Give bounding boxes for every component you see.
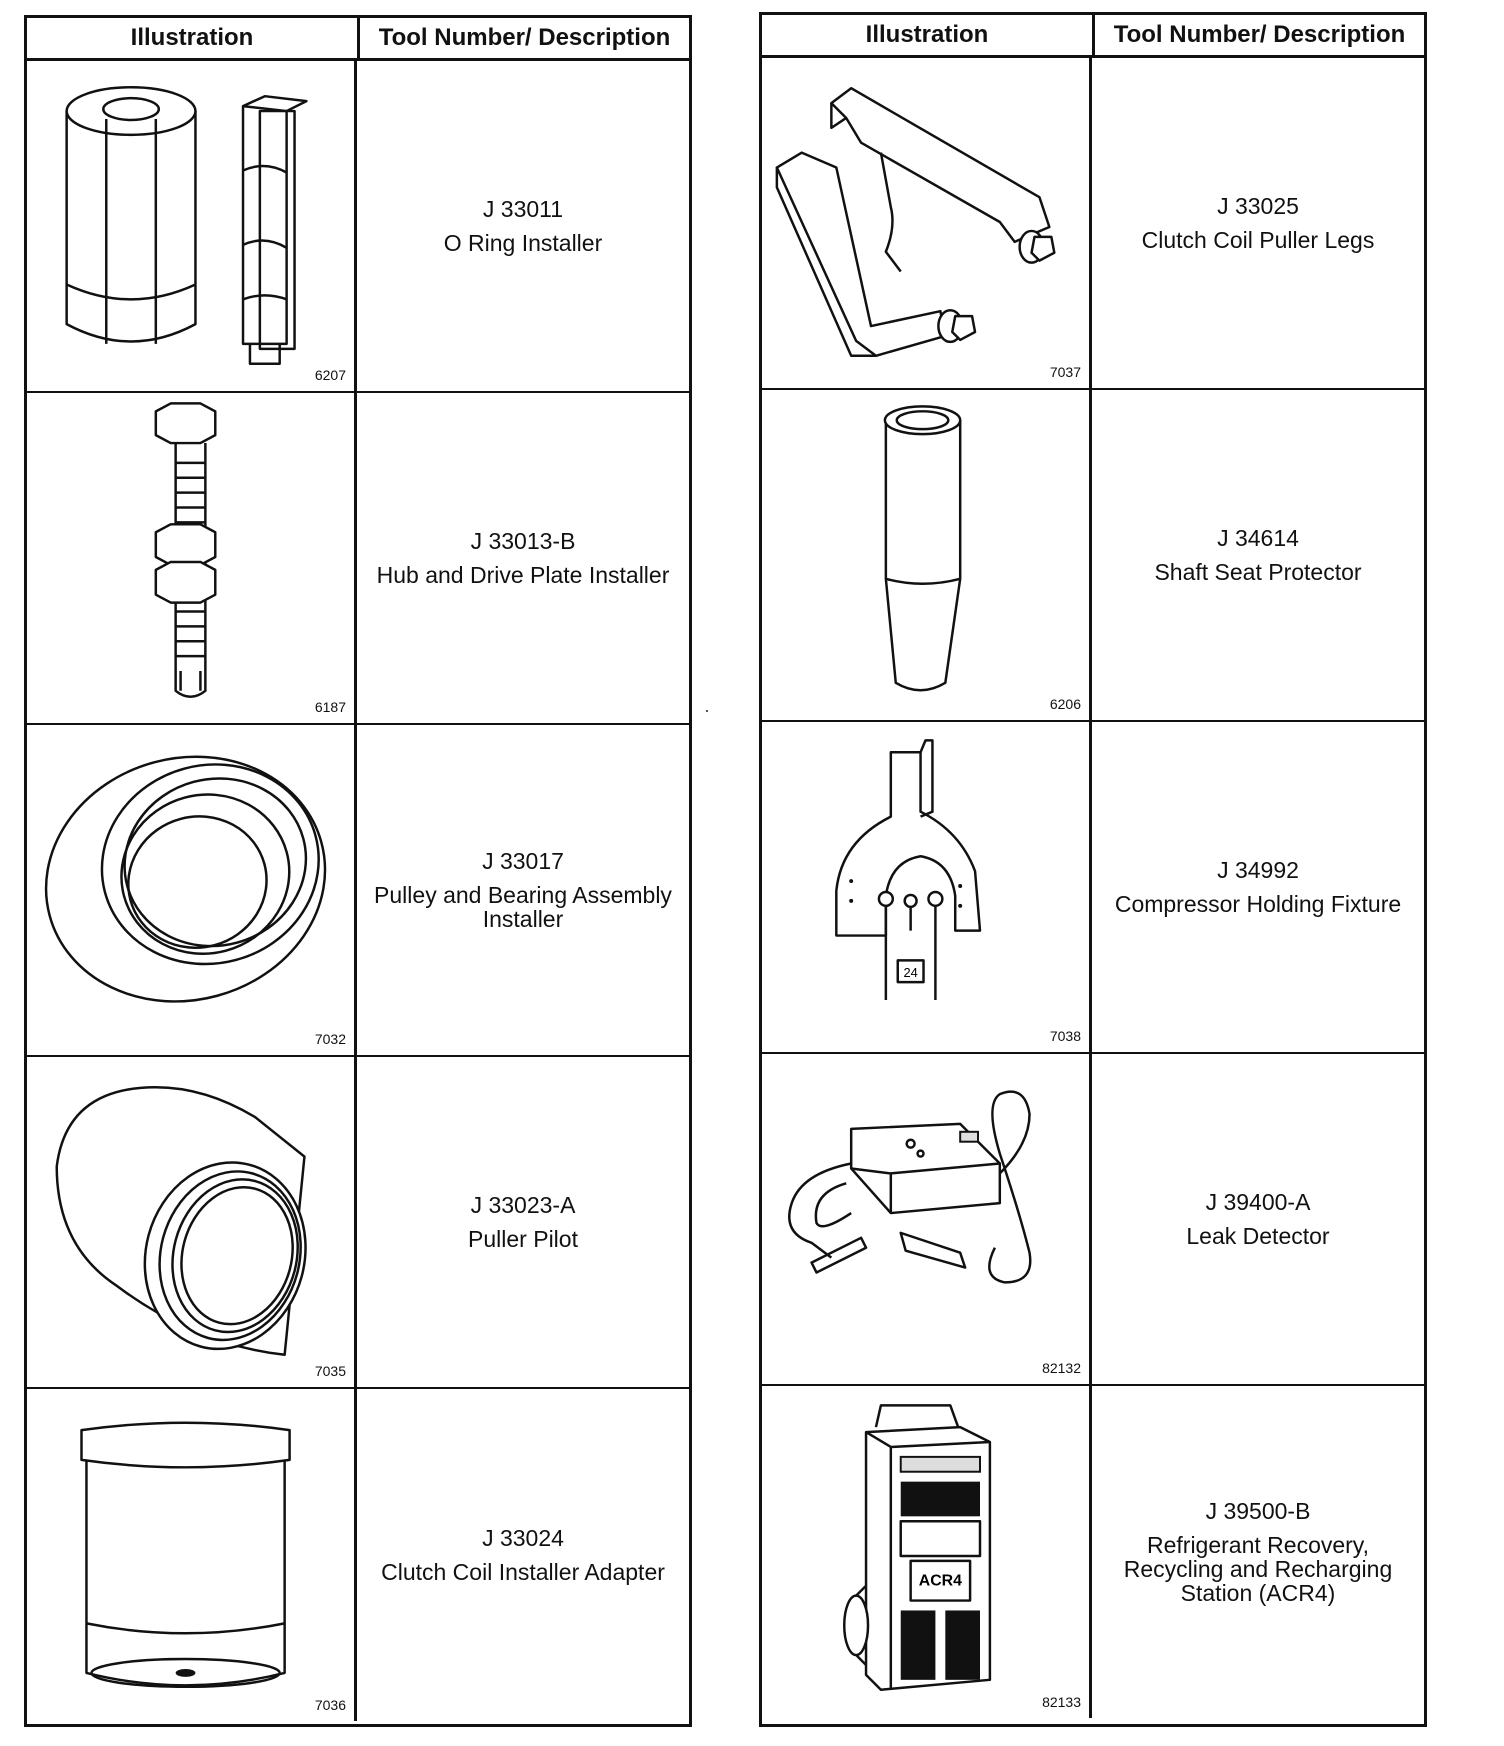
- puller-pilot-icon: [27, 1057, 354, 1387]
- tool-number: J 33011: [482, 196, 564, 222]
- tool-description-cell: [357, 61, 689, 391]
- figure-number: 7036: [314, 1697, 346, 1713]
- holding-fixture-icon: [762, 722, 1089, 1052]
- tool-description-cell: [1092, 58, 1424, 388]
- recharging-station-icon: [762, 1386, 1089, 1718]
- tool-table-right: [759, 12, 1427, 1727]
- tool-number: J 33025: [1217, 193, 1299, 219]
- figure-number: 7035: [314, 1363, 346, 1379]
- figure-number: 82132: [1042, 1360, 1081, 1376]
- ring-installer-icon: [27, 725, 354, 1055]
- puller-legs-icon: [762, 58, 1089, 388]
- threaded-bolt-icon: [27, 393, 354, 723]
- illustration-cell: [762, 722, 1092, 1052]
- table-row: [762, 58, 1424, 390]
- figure-number: 7037: [1049, 364, 1081, 380]
- table-row: [762, 390, 1424, 722]
- fixture-tag: 24: [903, 965, 918, 981]
- tool-description-cell: [1092, 1054, 1424, 1384]
- seat-protector-icon: [762, 390, 1089, 720]
- table-row: [762, 722, 1424, 1054]
- table-row: [27, 61, 689, 393]
- tool-number: J 34992: [1217, 857, 1299, 883]
- station-badge: ACR4: [918, 1572, 962, 1590]
- tool-description: Hub and Drive Plate Installer: [376, 562, 670, 588]
- tool-number: J 33024: [482, 1525, 564, 1551]
- tool-description: Puller Pilot: [468, 1226, 578, 1252]
- tool-description: O Ring Installer: [443, 230, 603, 256]
- table-row: [27, 393, 689, 725]
- table-row: [27, 1389, 689, 1721]
- table-header: [762, 15, 1424, 58]
- tool-description: Clutch Coil Puller Legs: [1141, 227, 1375, 253]
- table-row: [27, 1057, 689, 1389]
- table-row: [27, 725, 689, 1057]
- illustration-cell: [27, 1389, 357, 1721]
- tool-number: J 34614: [1217, 525, 1299, 551]
- tool-description: Clutch Coil Installer Adapter: [381, 1559, 665, 1585]
- tool-header: Tool Number/ Description: [378, 24, 671, 51]
- tool-number: J 33013-B: [470, 528, 576, 554]
- tool-description-cell: [357, 1389, 689, 1721]
- tool-number: J 33017: [482, 848, 564, 874]
- figure-number: 6187: [314, 699, 346, 715]
- illustration-cell: [27, 61, 357, 391]
- tool-description-cell: [357, 725, 689, 1055]
- figure-number: 6207: [314, 367, 346, 383]
- stray-dot: [706, 710, 708, 712]
- illustration-cell: [762, 1386, 1092, 1718]
- tool-description-cell: [1092, 390, 1424, 720]
- illustration-header: Illustration: [27, 18, 360, 58]
- tool-header: Tool Number/ Description: [1113, 21, 1406, 48]
- figure-number: 6206: [1049, 696, 1081, 712]
- illustration-header: Illustration: [762, 15, 1095, 55]
- tool-description: Pulley and Bearing Assembly Installer: [374, 882, 672, 932]
- figure-number: 7038: [1049, 1028, 1081, 1044]
- cylinder-adapter-icon: [27, 1389, 354, 1721]
- tool-description-cell: [1092, 722, 1424, 1052]
- tool-description-cell: [1092, 1386, 1424, 1718]
- tool-table-left: [24, 15, 692, 1727]
- illustration-cell: [762, 390, 1092, 720]
- figure-number: 7032: [314, 1031, 346, 1047]
- illustration-cell: [27, 393, 357, 723]
- tool-description: Compressor Holding Fixture: [1114, 891, 1402, 917]
- o-ring-installer-icon: [27, 61, 354, 391]
- figure-number: 82133: [1042, 1694, 1081, 1710]
- table-row: [762, 1386, 1424, 1718]
- tool-number: J 39400-A: [1205, 1189, 1311, 1215]
- tool-description: Refrigerant Recovery, Recycling and Recharging Station (ACR4): [1123, 1532, 1393, 1606]
- illustration-cell: [27, 725, 357, 1055]
- tool-description: Leak Detector: [1186, 1223, 1330, 1249]
- illustration-cell: [762, 58, 1092, 388]
- tool-description: Shaft Seat Protector: [1154, 559, 1362, 585]
- tool-number: J 39500-B: [1205, 1498, 1311, 1524]
- table-header: [27, 18, 689, 61]
- table-row: [762, 1054, 1424, 1386]
- leak-detector-icon: [762, 1054, 1089, 1384]
- illustration-cell: [762, 1054, 1092, 1384]
- tool-number: J 33023-A: [470, 1192, 576, 1218]
- tool-description-cell: [357, 1057, 689, 1387]
- tool-description-cell: [357, 393, 689, 723]
- illustration-cell: [27, 1057, 357, 1387]
